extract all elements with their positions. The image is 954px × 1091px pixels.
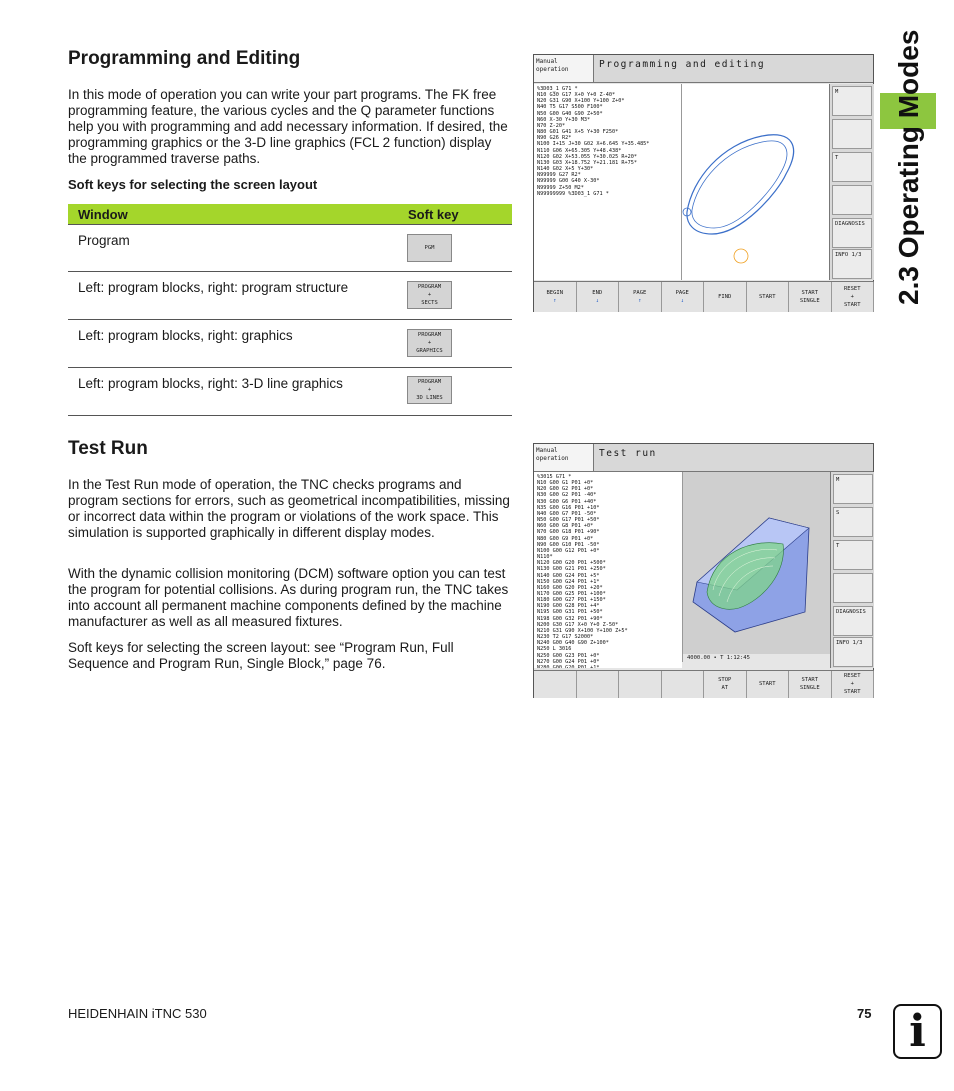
start-single-softkey[interactable]: START SINGLE <box>789 671 832 698</box>
contour-graphic <box>682 84 830 280</box>
column-window: Window <box>78 206 128 222</box>
find-softkey[interactable]: FIND <box>704 282 747 312</box>
start-single-softkey[interactable]: START SINGLE <box>789 282 832 312</box>
vertical-softkey[interactable] <box>832 185 872 215</box>
info-softkey[interactable]: INFO 1/3 <box>832 249 872 279</box>
row-window-label: Left: program blocks, right: program structure <box>78 280 349 295</box>
end-softkey[interactable]: END ↓ <box>577 282 620 312</box>
program-3d-lines-softkey: PROGRAM + 3D LINES <box>407 376 452 404</box>
table-row <box>68 272 512 320</box>
softkeys-subheading: Soft keys for selecting the screen layout <box>68 177 318 192</box>
reset-start-softkey[interactable]: RESET + START <box>832 282 875 312</box>
chapter-title: 2.3 Operating Modes <box>893 29 924 305</box>
row-window-label: Program <box>78 233 130 248</box>
layout-softkey[interactable] <box>662 671 705 698</box>
vertical-softkey[interactable]: S <box>833 507 873 537</box>
program-sects-softkey: PROGRAM + SECTS <box>407 281 452 309</box>
table-row <box>68 225 512 272</box>
table-header <box>68 204 512 225</box>
row-window-label: Left: program blocks, right: graphics <box>78 328 293 343</box>
test-run-3d-graphic <box>682 472 830 662</box>
table-row <box>68 320 512 368</box>
mode-label: Manual operation <box>534 55 594 82</box>
program-listing: %3D03_1 G71 * N10 G30 G17 X+0 Y+0 Z-40* N20 G31 G90 X+100 Y+100 Z+0* N40 T5 G17 S500 F100* N50 G00 G40 G90 Z+50* N60 X-30 Y+30 M3* N70 Z-20* N80 G01 G41 X+5 Y+30 F250* N90 G26 R2* N100 I+15 J+30 G02 X+6.645 Y+35.485* N110 G06 X+65.305 Y+48.438* N120 G02 X+53.055 Y+30.025 R+20* N130 G03 X+18.752 Y+21.181 R+75* N140 G02 X+5 Y+30* N99999 G27 R2* N99999 G00 G40 X-30* N99999 Z+50 M2* N99999999 %3D03_1 G71 * <box>534 84 681 280</box>
program-listing: %3015 G71 * N10 G00 G1 P01 +0* N20 G00 G2 P01 +0* N30 G00 G2 P01 -40* N30 G00 G6 P01 +40* N35 G00 G16 P01 +10* N40 G00 G7 P01 -50* N50 G00 G17 P01 +50* N60 G00 G8 P01 +0* N70 G00 G18 P01 +90* N80 G00 G9 P01 +0* N90 G00 G10 P01 -50* N100 G00 G12 P01 +0* N110* N120 G00 G20 P01 +500* N130 G00 G21 P01 +250* N140 G00 G24 P01 +5* N150 G00 G24 P01 +1* N160 G00 G20 P01 +20* N170 G00 G25 P01 +100* N180 G00 G27 P01 +150* N190 G00 G28 P01 +4* N195 G00 G31 P01 +50* N198 G00 G32 P01 +90* N200 G30 G17 X+0 Y+0 Z-50* N210 G31 G90 X+100 Y+100 Z+5* N230 T2 G17 S2000* N240 G00 G40 G90 Z+100* N250 L 3016 N250 G00 G23 P01 +0* N270 G00 G24 P01 +0* N280 G00 G20 P01 +1* <box>534 472 682 668</box>
vertical-softkey[interactable] <box>832 119 872 149</box>
vertical-softkey[interactable] <box>833 573 873 603</box>
programming-screenshot <box>533 54 874 312</box>
section-heading-programming: Programming and Editing <box>68 48 301 69</box>
vertical-softkey[interactable]: M <box>832 86 872 116</box>
horizontal-softkey-bar <box>534 670 874 698</box>
test-run-paragraph-3: Soft keys for selecting the screen layout: see “Program Run, Full Sequence and Program Run, Single Block,” page 76. <box>68 640 454 671</box>
diagnosis-softkey[interactable]: DIAGNOSIS <box>832 218 872 248</box>
footer-manual-title: HEIDENHAIN iTNC 530 <box>68 1006 207 1021</box>
layout-softkey[interactable] <box>577 671 620 698</box>
screen-title: Programming and editing <box>594 55 873 82</box>
info-icon: i <box>893 1004 942 1059</box>
pgm-softkey: PGM <box>407 234 452 262</box>
section-heading-test-run: Test Run <box>68 438 148 459</box>
table-row <box>68 368 512 416</box>
page-down-softkey[interactable]: PAGE ↓ <box>662 282 705 312</box>
row-window-label: Left: program blocks, right: 3-D line graphics <box>78 376 343 391</box>
program-graphics-softkey: PROGRAM + GRAPHICS <box>407 329 452 357</box>
start-softkey[interactable]: START <box>747 282 790 312</box>
column-softkey: Soft key <box>408 206 459 222</box>
test-run-paragraph-2: With the dynamic collision monitoring (DCM) software option you can test the program for potential collisions. As during program run, the TNC takes into account all permanent machine components defined by the machine manufacturer as well as all measured fixtures. <box>68 566 509 629</box>
begin-softkey[interactable]: BEGIN ↑ <box>534 282 577 312</box>
status-line: 4000.00 • T 1:12:45 <box>683 654 831 663</box>
page-number: 75 <box>857 1006 872 1021</box>
screen-title: Test run <box>594 444 873 471</box>
test-run-screenshot <box>533 443 874 698</box>
vertical-softkey-bar <box>830 472 874 668</box>
workpiece-graphic <box>683 472 831 662</box>
reset-start-softkey[interactable]: RESET + START <box>832 671 875 698</box>
vertical-softkey-bar <box>829 84 874 280</box>
test-run-paragraph-1: In the Test Run mode of operation, the TNC checks programs and program sections for errors, such as geometrical incompatibilities, missing or incorrect data within the program or violations of the work space. This simulation is supported graphically in different display modes. <box>68 477 510 540</box>
softkey-table <box>68 204 512 416</box>
info-softkey[interactable]: INFO 1/3 <box>833 637 873 667</box>
mode-label: Manual operation <box>534 444 594 471</box>
layout-softkey[interactable] <box>619 671 662 698</box>
stop-at-softkey[interactable]: STOP AT <box>704 671 747 698</box>
layout-softkey[interactable] <box>534 671 577 698</box>
page-up-softkey[interactable]: PAGE ↑ <box>619 282 662 312</box>
vertical-softkey[interactable]: M <box>833 474 873 504</box>
vertical-softkey[interactable]: T <box>833 540 873 570</box>
diagnosis-softkey[interactable]: DIAGNOSIS <box>833 606 873 636</box>
programming-paragraph: In this mode of operation you can write your part programs. The FK free programming feature, the various cycles and the Q parameter functions help you with programming and add necessary information. If desired, the programming graphics or the 3-D line graphics (FCL 2 function) display the programmed traverse paths. <box>68 87 508 166</box>
horizontal-softkey-bar <box>534 281 874 312</box>
programming-graphics <box>681 84 829 280</box>
start-softkey[interactable]: START <box>747 671 790 698</box>
vertical-softkey[interactable]: T <box>832 152 872 182</box>
